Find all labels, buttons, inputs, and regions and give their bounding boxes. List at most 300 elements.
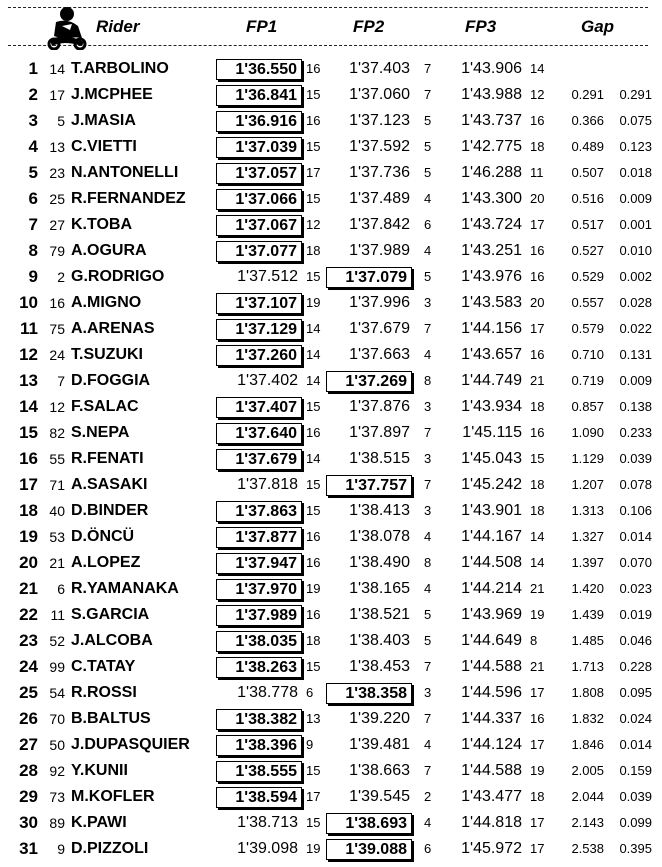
gap-to-first-cell: 2.005 — [571, 763, 604, 778]
fp2-laps-cell: 7 — [424, 659, 432, 674]
fp3-time-cell: 1'43.724 — [461, 216, 522, 233]
gap-to-first-cell: 0.719 — [571, 373, 604, 388]
table-row — [0, 420, 662, 446]
fp2-time-cell: 1'39.545 — [349, 788, 410, 805]
fp1-time-cell: 1'37.077 — [216, 241, 302, 262]
rider-number-cell: 25 — [49, 191, 65, 207]
rider-number-cell: 82 — [49, 425, 65, 441]
gap-to-first-cell: 0.489 — [571, 139, 604, 154]
fp1-laps-cell: 15 — [306, 191, 321, 206]
fp3-laps-cell: 14 — [530, 529, 545, 544]
fp3-laps-cell: 17 — [530, 841, 545, 856]
position-cell: 1 — [28, 59, 38, 78]
fp2-time-cell: 1'38.515 — [349, 450, 410, 467]
rider-name-cell: T.ARBOLINO — [71, 60, 169, 77]
rider-name-cell: A.LOPEZ — [71, 554, 141, 571]
rider-name-cell: R.YAMANAKA — [71, 580, 179, 597]
rider-name-cell: K.PAWI — [71, 814, 127, 831]
fp3-laps-cell: 16 — [530, 269, 545, 284]
rider-number-cell: 40 — [49, 503, 65, 519]
gap-to-first-cell: 2.143 — [571, 815, 604, 830]
gap-to-first-cell: 1.313 — [571, 503, 604, 518]
fp1-time-cell: 1'38.713 — [237, 814, 298, 831]
fp2-laps-cell: 5 — [424, 165, 432, 180]
position-cell: 2 — [28, 85, 38, 104]
fp2-time-cell: 1'38.521 — [349, 606, 410, 623]
fp1-time-cell: 1'37.640 — [216, 423, 302, 444]
rider-number-cell: 53 — [49, 529, 65, 545]
position-cell: 6 — [28, 189, 38, 208]
fp3-time-cell: 1'42.775 — [461, 138, 522, 155]
fp3-time-cell: 1'43.988 — [461, 86, 522, 103]
table-row — [0, 628, 662, 654]
gap-to-previous-cell: 0.039 — [619, 789, 652, 804]
fp1-laps-cell: 13 — [306, 711, 321, 726]
position-cell: 26 — [19, 709, 38, 728]
gap-to-previous-cell: 0.002 — [619, 269, 652, 284]
gap-to-previous-cell: 0.123 — [619, 139, 652, 154]
rider-number-cell: 54 — [49, 685, 65, 701]
fp2-time-cell: 1'39.220 — [349, 710, 410, 727]
fp3-laps-cell: 17 — [530, 321, 545, 336]
gap-to-first-cell: 1.846 — [571, 737, 604, 752]
gap-to-previous-cell: 0.070 — [619, 555, 652, 570]
fp3-laps-cell: 16 — [530, 113, 545, 128]
gap-to-previous-cell: 0.023 — [619, 581, 652, 596]
fp3-laps-cell: 16 — [530, 243, 545, 258]
fp1-laps-cell: 16 — [306, 529, 321, 544]
fp2-laps-cell: 4 — [424, 581, 432, 596]
fp2-time-cell: 1'37.897 — [349, 424, 410, 441]
gap-to-first-cell: 0.710 — [571, 347, 604, 362]
rider-name-cell: C.VIETTI — [71, 138, 137, 155]
position-cell: 13 — [19, 371, 38, 390]
gap-to-first-cell: 0.527 — [571, 243, 604, 258]
rider-name-cell: S.NEPA — [71, 424, 130, 441]
fp2-laps-cell: 4 — [424, 191, 432, 206]
table-row — [0, 498, 662, 524]
table-row — [0, 784, 662, 810]
fp3-laps-cell: 17 — [530, 685, 545, 700]
gap-to-first-cell: 1.439 — [571, 607, 604, 622]
gap-to-previous-cell: 0.014 — [619, 737, 652, 752]
table-row — [0, 472, 662, 498]
gap-to-first-cell: 0.557 — [571, 295, 604, 310]
gap-to-previous-cell: 0.138 — [619, 399, 652, 414]
table-row — [0, 134, 662, 160]
fp3-laps-cell: 20 — [530, 295, 545, 310]
gap-to-previous-cell: 0.018 — [619, 165, 652, 180]
fp3-laps-cell: 21 — [530, 581, 545, 596]
fp3-laps-cell: 16 — [530, 425, 545, 440]
fp2-laps-cell: 2 — [424, 789, 432, 804]
position-cell: 31 — [19, 839, 38, 858]
rider-name-cell: N.ANTONELLI — [71, 164, 179, 181]
position-cell: 8 — [28, 241, 38, 260]
rider-name-cell: K.TOBA — [71, 216, 133, 233]
gap-to-previous-cell: 0.009 — [619, 373, 652, 388]
fp1-time-cell: 1'38.382 — [216, 709, 302, 730]
gap-to-first-cell: 1.090 — [571, 425, 604, 440]
fp2-time-cell: 1'38.490 — [349, 554, 410, 571]
gap-to-previous-cell: 0.001 — [619, 217, 652, 232]
fp1-time-cell: 1'37.970 — [216, 579, 302, 600]
fp2-time-cell: 1'37.736 — [349, 164, 410, 181]
position-cell: 20 — [19, 553, 38, 572]
rider-number-cell: 27 — [49, 217, 65, 233]
fp2-laps-cell: 3 — [424, 685, 432, 700]
fp2-time-cell: 1'37.489 — [349, 190, 410, 207]
fp3-time-cell: 1'43.300 — [461, 190, 522, 207]
gap-to-previous-cell: 0.159 — [619, 763, 652, 778]
gap-to-first-cell: 0.291 — [571, 87, 604, 102]
rider-number-cell: 12 — [49, 399, 65, 415]
fp1-laps-cell: 19 — [306, 841, 321, 856]
fp1-time-cell: 1'38.778 — [237, 684, 298, 701]
rider-name-cell: A.ARENAS — [71, 320, 155, 337]
fp3-laps-cell: 18 — [530, 399, 545, 414]
table-row — [0, 576, 662, 602]
fp2-laps-cell: 5 — [424, 633, 432, 648]
rider-name-cell: R.FERNANDEZ — [71, 190, 186, 207]
table-row — [0, 342, 662, 368]
gap-to-first-cell: 1.207 — [571, 477, 604, 492]
fp2-laps-cell: 7 — [424, 711, 432, 726]
fp1-time-cell: 1'37.066 — [216, 189, 302, 210]
fp1-time-cell: 1'36.550 — [216, 59, 302, 80]
fp3-time-cell: 1'43.906 — [461, 60, 522, 77]
rider-name-cell: J.MASIA — [71, 112, 136, 129]
fp2-laps-cell: 5 — [424, 607, 432, 622]
fp3-time-cell: 1'45.043 — [461, 450, 522, 467]
fp2-laps-cell: 5 — [424, 269, 432, 284]
table-row — [0, 108, 662, 134]
table-row — [0, 316, 662, 342]
fp1-laps-cell: 16 — [306, 555, 321, 570]
fp2-laps-cell: 7 — [424, 425, 432, 440]
fp2-laps-cell: 4 — [424, 815, 432, 830]
header-fp2: FP2 — [353, 17, 385, 36]
gap-to-previous-cell: 0.010 — [619, 243, 652, 258]
gap-to-first-cell: 2.044 — [571, 789, 604, 804]
fp1-laps-cell: 16 — [306, 425, 321, 440]
fp1-time-cell: 1'38.555 — [216, 761, 302, 782]
rider-name-cell: J.ALCOBA — [71, 632, 153, 649]
gap-to-previous-cell: 0.395 — [619, 841, 652, 856]
fp1-time-cell: 1'37.039 — [216, 137, 302, 158]
fp1-laps-cell: 15 — [306, 139, 321, 154]
fp1-laps-cell: 15 — [306, 477, 321, 492]
fp2-laps-cell: 4 — [424, 243, 432, 258]
fp1-laps-cell: 19 — [306, 295, 321, 310]
fp2-laps-cell: 4 — [424, 529, 432, 544]
gap-to-first-cell: 1.420 — [571, 581, 604, 596]
gap-to-previous-cell: 0.291 — [619, 87, 652, 102]
fp3-laps-cell: 21 — [530, 373, 545, 388]
fp2-time-cell: 1'38.358 — [326, 683, 412, 704]
header-bottom-rule — [8, 45, 648, 46]
fp1-laps-cell: 14 — [306, 321, 321, 336]
position-cell: 12 — [19, 345, 38, 364]
fp1-laps-cell: 15 — [306, 87, 321, 102]
rider-number-cell: 16 — [49, 295, 65, 311]
position-cell: 14 — [19, 397, 38, 416]
fp2-time-cell: 1'38.403 — [349, 632, 410, 649]
fp2-laps-cell: 4 — [424, 347, 432, 362]
fp3-time-cell: 1'44.167 — [461, 528, 522, 545]
gap-to-previous-cell: 0.095 — [619, 685, 652, 700]
fp3-time-cell: 1'44.337 — [461, 710, 522, 727]
rider-number-cell: 71 — [49, 477, 65, 493]
fp1-time-cell: 1'37.057 — [216, 163, 302, 184]
fp1-laps-cell: 17 — [306, 789, 321, 804]
fp1-laps-cell: 15 — [306, 269, 321, 284]
table-row — [0, 82, 662, 108]
rider-name-cell: R.ROSSI — [71, 684, 137, 701]
table-header — [0, 0, 662, 52]
rider-name-cell: S.GARCIA — [71, 606, 150, 623]
header-gap: Gap — [581, 17, 615, 36]
fp3-time-cell: 1'44.588 — [461, 762, 522, 779]
fp2-time-cell: 1'38.413 — [349, 502, 410, 519]
rider-name-cell: T.SUZUKI — [71, 346, 143, 363]
rider-number-cell: 70 — [49, 711, 65, 727]
gap-to-previous-cell: 0.099 — [619, 815, 652, 830]
rider-name-cell: A.SASAKI — [71, 476, 148, 493]
fp1-laps-cell: 15 — [306, 659, 321, 674]
fp3-laps-cell: 16 — [530, 347, 545, 362]
fp3-time-cell: 1'46.288 — [461, 164, 522, 181]
fp3-time-cell: 1'45.242 — [461, 476, 522, 493]
gap-to-previous-cell: 0.106 — [619, 503, 652, 518]
fp1-time-cell: 1'37.863 — [216, 501, 302, 522]
fp3-time-cell: 1'44.588 — [461, 658, 522, 675]
fp3-laps-cell: 19 — [530, 763, 545, 778]
fp3-time-cell: 1'44.124 — [461, 736, 522, 753]
fp1-laps-cell: 18 — [306, 243, 321, 258]
fp3-laps-cell: 11 — [530, 165, 544, 180]
fp2-laps-cell: 6 — [424, 841, 432, 856]
table-row — [0, 550, 662, 576]
fp1-time-cell: 1'37.107 — [216, 293, 302, 314]
gap-to-previous-cell: 0.009 — [619, 191, 652, 206]
rider-name-cell: A.OGURA — [71, 242, 147, 259]
fp2-laps-cell: 3 — [424, 295, 432, 310]
table-row — [0, 238, 662, 264]
position-cell: 3 — [28, 111, 38, 130]
table-row — [0, 186, 662, 212]
table-row — [0, 706, 662, 732]
position-cell: 5 — [28, 163, 38, 182]
fp3-time-cell: 1'43.976 — [461, 268, 522, 285]
header-rider: Rider — [96, 17, 140, 36]
fp1-laps-cell: 14 — [306, 347, 321, 362]
fp2-laps-cell: 7 — [424, 321, 432, 336]
rider-name-cell: D.ÖNCÜ — [71, 528, 135, 545]
fp3-laps-cell: 20 — [530, 191, 545, 206]
fp1-time-cell: 1'38.263 — [216, 657, 302, 678]
rider-name-cell: R.FENATI — [71, 450, 144, 467]
fp2-laps-cell: 3 — [424, 451, 432, 466]
fp2-time-cell: 1'38.693 — [326, 813, 412, 834]
position-cell: 30 — [19, 813, 38, 832]
fp2-laps-cell: 5 — [424, 113, 432, 128]
fp3-laps-cell: 18 — [530, 139, 545, 154]
fp3-time-cell: 1'43.657 — [461, 346, 522, 363]
rider-name-cell: M.KOFLER — [71, 788, 155, 805]
position-cell: 19 — [19, 527, 38, 546]
rider-number-cell: 14 — [49, 61, 65, 77]
fp2-laps-cell: 7 — [424, 763, 432, 778]
gap-to-first-cell: 1.129 — [571, 451, 604, 466]
position-cell: 16 — [19, 449, 38, 468]
fp2-laps-cell: 7 — [424, 477, 432, 492]
header-fp1: FP1 — [246, 17, 278, 36]
fp2-laps-cell: 8 — [424, 555, 432, 570]
rider-number-cell: 9 — [57, 841, 65, 857]
fp3-laps-cell: 15 — [530, 451, 545, 466]
table-row — [0, 160, 662, 186]
rider-number-cell: 73 — [49, 789, 65, 805]
fp1-time-cell: 1'39.098 — [237, 840, 298, 857]
gap-to-first-cell: 1.397 — [571, 555, 604, 570]
fp2-laps-cell: 7 — [424, 87, 432, 102]
header-fp3: FP3 — [465, 17, 497, 36]
rider-name-cell: B.BALTUS — [71, 710, 151, 727]
fp2-laps-cell: 5 — [424, 139, 432, 154]
fp2-time-cell: 1'37.592 — [349, 138, 410, 155]
rider-number-cell: 55 — [49, 451, 65, 467]
fp1-time-cell: 1'37.989 — [216, 605, 302, 626]
rider-name-cell: D.BINDER — [71, 502, 149, 519]
position-cell: 23 — [19, 631, 38, 650]
fp1-laps-cell: 14 — [306, 451, 321, 466]
rider-name-cell: Y.KUNII — [71, 762, 128, 779]
gap-to-first-cell: 0.366 — [571, 113, 604, 128]
fp1-time-cell: 1'37.260 — [216, 345, 302, 366]
rider-number-cell: 92 — [49, 763, 65, 779]
fp3-laps-cell: 14 — [530, 555, 545, 570]
rider-name-cell: D.FOGGIA — [71, 372, 151, 389]
position-cell: 15 — [19, 423, 38, 442]
rider-name-cell: G.RODRIGO — [71, 268, 165, 285]
fp3-time-cell: 1'43.969 — [461, 606, 522, 623]
fp1-laps-cell: 19 — [306, 581, 321, 596]
fp1-time-cell: 1'37.407 — [216, 397, 302, 418]
fp2-time-cell: 1'38.165 — [349, 580, 410, 597]
fp2-time-cell: 1'38.078 — [349, 528, 410, 545]
fp1-time-cell: 1'37.402 — [237, 372, 298, 389]
fp2-time-cell: 1'37.060 — [349, 86, 410, 103]
table-row — [0, 394, 662, 420]
rider-number-cell: 50 — [49, 737, 65, 753]
rider-number-cell: 21 — [49, 555, 65, 571]
table-row — [0, 836, 662, 862]
fp2-time-cell: 1'39.088 — [326, 839, 412, 860]
fp1-time-cell: 1'36.916 — [216, 111, 302, 132]
gap-to-first-cell: 1.327 — [571, 529, 604, 544]
fp3-time-cell: 1'44.508 — [461, 554, 522, 571]
fp2-laps-cell: 8 — [424, 373, 432, 388]
fp1-time-cell: 1'38.396 — [216, 735, 302, 756]
table-row — [0, 654, 662, 680]
fp1-time-cell: 1'37.067 — [216, 215, 302, 236]
fp3-time-cell: 1'44.649 — [461, 632, 522, 649]
gap-to-previous-cell: 0.019 — [619, 607, 652, 622]
fp1-time-cell: 1'37.818 — [237, 476, 298, 493]
fp1-laps-cell: 16 — [306, 61, 321, 76]
position-cell: 22 — [19, 605, 38, 624]
fp3-time-cell: 1'43.477 — [461, 788, 522, 805]
fp1-laps-cell: 6 — [306, 685, 314, 700]
fp3-laps-cell: 16 — [530, 711, 545, 726]
fp3-laps-cell: 14 — [530, 61, 545, 76]
position-cell: 21 — [19, 579, 38, 598]
rider-number-cell: 23 — [49, 165, 65, 181]
gap-to-first-cell: 1.808 — [571, 685, 604, 700]
position-cell: 4 — [28, 137, 38, 156]
gap-to-first-cell: 1.832 — [571, 711, 604, 726]
position-cell: 18 — [19, 501, 38, 520]
gap-to-previous-cell: 0.022 — [619, 321, 652, 336]
fp3-laps-cell: 18 — [530, 503, 545, 518]
fp1-time-cell: 1'36.841 — [216, 85, 302, 106]
table-row — [0, 810, 662, 836]
fp2-laps-cell: 6 — [424, 217, 432, 232]
rider-number-cell: 11 — [50, 607, 65, 623]
rider-name-cell: A.MIGNO — [71, 294, 142, 311]
fp1-laps-cell: 17 — [306, 165, 321, 180]
fp2-laps-cell: 4 — [424, 737, 432, 752]
rider-name-cell: C.TATAY — [71, 658, 136, 675]
fp3-time-cell: 1'44.596 — [461, 684, 522, 701]
fp3-laps-cell: 19 — [530, 607, 545, 622]
fp3-time-cell: 1'45.115 — [462, 424, 522, 441]
fp2-laps-cell: 3 — [424, 399, 432, 414]
position-cell: 9 — [28, 267, 38, 286]
fp1-time-cell: 1'37.679 — [216, 449, 302, 470]
motorcycle-rider-icon — [44, 6, 90, 50]
rider-number-cell: 6 — [57, 581, 65, 597]
gap-to-first-cell: 1.485 — [571, 633, 604, 648]
fp3-laps-cell: 18 — [530, 477, 545, 492]
position-cell: 27 — [19, 735, 38, 754]
table-row — [0, 212, 662, 238]
fp1-laps-cell: 16 — [306, 113, 321, 128]
table-row — [0, 758, 662, 784]
fp2-time-cell: 1'37.679 — [349, 320, 410, 337]
fp3-time-cell: 1'43.737 — [461, 112, 522, 129]
fp2-laps-cell: 3 — [424, 503, 432, 518]
table-row — [0, 602, 662, 628]
gap-to-previous-cell: 0.233 — [619, 425, 652, 440]
fp2-time-cell: 1'37.663 — [349, 346, 410, 363]
rider-number-cell: 75 — [49, 321, 65, 337]
fp3-laps-cell: 17 — [530, 815, 545, 830]
fp3-laps-cell: 18 — [530, 789, 545, 804]
rider-number-cell: 52 — [49, 633, 65, 649]
rider-number-cell: 99 — [49, 659, 65, 675]
rider-name-cell: D.PIZZOLI — [71, 840, 149, 857]
fp3-time-cell: 1'44.214 — [461, 580, 522, 597]
fp2-time-cell: 1'37.123 — [349, 112, 410, 129]
rider-number-cell: 79 — [49, 243, 65, 259]
fp2-laps-cell: 7 — [424, 61, 432, 76]
fp3-time-cell: 1'44.156 — [461, 320, 522, 337]
position-cell: 7 — [28, 215, 38, 234]
fp1-laps-cell: 16 — [306, 607, 321, 622]
gap-to-previous-cell: 0.028 — [619, 295, 652, 310]
